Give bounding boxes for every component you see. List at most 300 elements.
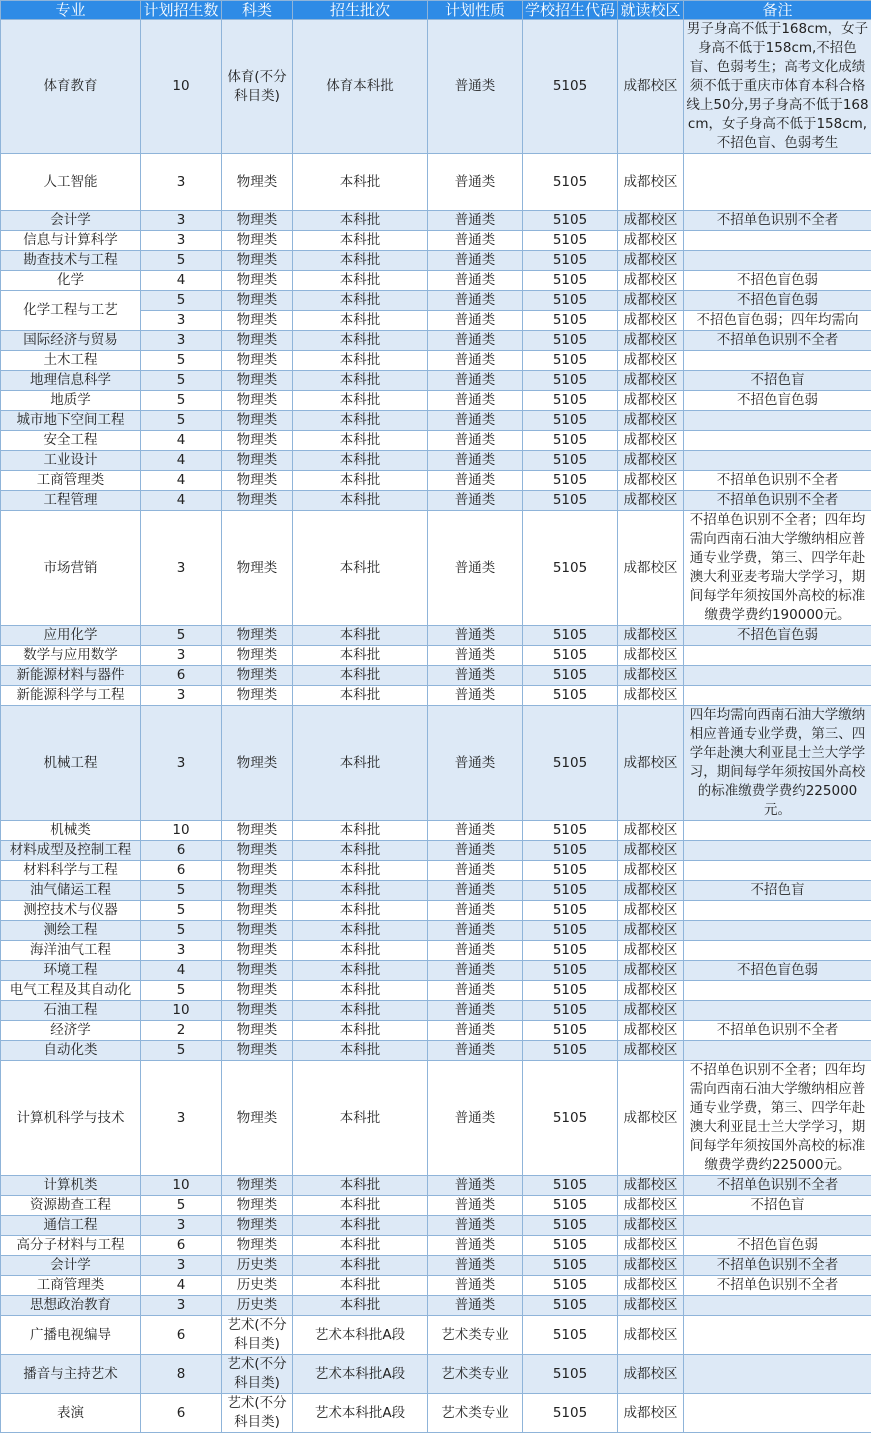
cell-subject: 艺术(不分科目类) [222,1394,293,1433]
cell-subject: 物理类 [222,961,293,981]
cell-major: 应用化学 [1,626,141,646]
cell-code: 5105 [523,881,618,901]
cell-batch: 本科批 [293,1276,428,1296]
cell-remark [684,921,871,941]
cell-nature: 普通类 [428,251,523,271]
cell-batch: 本科批 [293,1176,428,1196]
cell-remark: 男子身高不低于168cm，女子身高不低于158cm,不招色盲、色弱考生；高考文化成绩须不低于重庆市体育本科合格线上50分,男子身高不低于168cm，女子身高不低于158cm,不招色盲、色弱考生 [684,20,871,154]
cell-subject: 物理类 [222,411,293,431]
cell-count: 5 [141,626,222,646]
cell-count: 6 [141,841,222,861]
cell-batch: 本科批 [293,706,428,821]
cell-code: 5105 [523,1061,618,1176]
cell-nature: 普通类 [428,881,523,901]
cell-subject: 物理类 [222,451,293,471]
cell-count: 2 [141,1021,222,1041]
cell-count: 4 [141,961,222,981]
cell-campus: 成都校区 [618,371,684,391]
cell-remark [684,154,871,211]
cell-campus: 成都校区 [618,626,684,646]
cell-nature: 普通类 [428,391,523,411]
table-row [1,331,871,351]
cell-campus: 成都校区 [618,1176,684,1196]
table-row [1,231,871,251]
cell-campus: 成都校区 [618,706,684,821]
cell-count: 3 [141,686,222,706]
cell-code: 5105 [523,666,618,686]
cell-batch: 体育本科批 [293,20,428,154]
cell-campus: 成都校区 [618,1276,684,1296]
cell-remark [684,941,871,961]
cell-campus: 成都校区 [618,1355,684,1394]
cell-major: 信息与计算科学 [1,231,141,251]
cell-campus: 成都校区 [618,511,684,626]
cell-campus: 成都校区 [618,331,684,351]
cell-count: 10 [141,821,222,841]
cell-major: 海洋油气工程 [1,941,141,961]
cell-campus: 成都校区 [618,154,684,211]
cell-nature: 普通类 [428,1256,523,1276]
table-row [1,391,871,411]
cell-subject: 艺术(不分科目类) [222,1316,293,1355]
cell-code: 5105 [523,20,618,154]
cell-major: 机械工程 [1,706,141,821]
cell-subject: 物理类 [222,491,293,511]
cell-batch: 本科批 [293,981,428,1001]
cell-batch: 艺术本科批A段 [293,1316,428,1355]
table-row [1,20,871,154]
table-row [1,1021,871,1041]
table-row [1,821,871,841]
cell-count: 3 [141,211,222,231]
cell-campus: 成都校区 [618,20,684,154]
cell-count: 5 [141,291,222,311]
table-row [1,981,871,1001]
cell-nature: 普通类 [428,291,523,311]
cell-subject: 物理类 [222,646,293,666]
cell-remark [684,431,871,451]
cell-major: 思想政治教育 [1,1296,141,1316]
cell-nature: 普通类 [428,471,523,491]
cell-major: 数学与应用数学 [1,646,141,666]
header-campus: 就读校区 [618,1,684,20]
cell-count: 6 [141,861,222,881]
cell-nature: 普通类 [428,511,523,626]
cell-subject: 物理类 [222,154,293,211]
cell-major: 高分子材料与工程 [1,1236,141,1256]
cell-campus: 成都校区 [618,431,684,451]
table-row [1,351,871,371]
cell-campus: 成都校区 [618,921,684,941]
cell-count: 4 [141,491,222,511]
cell-campus: 成都校区 [618,841,684,861]
cell-campus: 成都校区 [618,271,684,291]
cell-remark [684,646,871,666]
cell-subject: 历史类 [222,1296,293,1316]
cell-major: 通信工程 [1,1216,141,1236]
cell-nature: 普通类 [428,211,523,231]
cell-major: 市场营销 [1,511,141,626]
cell-subject: 物理类 [222,861,293,881]
cell-subject: 物理类 [222,1236,293,1256]
cell-campus: 成都校区 [618,1236,684,1256]
cell-major: 地质学 [1,391,141,411]
cell-count: 3 [141,1061,222,1176]
cell-batch: 本科批 [293,1021,428,1041]
cell-nature: 艺术类专业 [428,1316,523,1355]
cell-code: 5105 [523,1216,618,1236]
cell-batch: 本科批 [293,881,428,901]
cell-code: 5105 [523,251,618,271]
cell-major: 计算机科学与技术 [1,1061,141,1176]
cell-subject: 物理类 [222,311,293,331]
cell-remark: 不招单色识别不全者 [684,211,871,231]
cell-subject: 物理类 [222,391,293,411]
cell-code: 5105 [523,1355,618,1394]
cell-nature: 普通类 [428,1296,523,1316]
table-row [1,1256,871,1276]
cell-campus: 成都校区 [618,1021,684,1041]
table-row [1,861,871,881]
cell-batch: 本科批 [293,211,428,231]
cell-code: 5105 [523,211,618,231]
cell-nature: 普通类 [428,861,523,881]
cell-count: 3 [141,511,222,626]
cell-remark [684,841,871,861]
cell-subject: 物理类 [222,231,293,251]
table-row [1,154,871,211]
cell-major: 环境工程 [1,961,141,981]
cell-subject: 物理类 [222,666,293,686]
cell-major: 体育教育 [1,20,141,154]
cell-remark: 不招色盲色弱 [684,391,871,411]
cell-count: 4 [141,1276,222,1296]
cell-subject: 物理类 [222,981,293,1001]
cell-major: 土木工程 [1,351,141,371]
table-row [1,1001,871,1021]
cell-remark [684,351,871,371]
cell-subject: 历史类 [222,1276,293,1296]
cell-major: 测控技术与仪器 [1,901,141,921]
cell-subject: 物理类 [222,331,293,351]
cell-major: 资源勘查工程 [1,1196,141,1216]
cell-code: 5105 [523,371,618,391]
header-batch: 招生批次 [293,1,428,20]
cell-nature: 普通类 [428,1276,523,1296]
cell-nature: 普通类 [428,981,523,1001]
cell-nature: 普通类 [428,646,523,666]
header-code: 学校招生代码 [523,1,618,20]
table-row [1,1041,871,1061]
cell-nature: 普通类 [428,706,523,821]
cell-count: 4 [141,431,222,451]
cell-code: 5105 [523,451,618,471]
cell-remark: 不招单色识别不全者；四年均需向西南石油大学缴纳相应普通专业学费，第三、四学年赴澳大利亚麦考瑞大学学习，期间每学年须按国外高校的标准缴费学费约190000元。 [684,511,871,626]
table-row [1,1394,871,1433]
cell-campus: 成都校区 [618,901,684,921]
cell-code: 5105 [523,1394,618,1433]
header-remark: 备注 [684,1,871,20]
cell-campus: 成都校区 [618,1394,684,1433]
cell-subject: 物理类 [222,1176,293,1196]
cell-batch: 本科批 [293,431,428,451]
cell-remark: 不招色盲 [684,1196,871,1216]
cell-count: 4 [141,471,222,491]
cell-count: 5 [141,881,222,901]
cell-code: 5105 [523,646,618,666]
cell-remark [684,1001,871,1021]
cell-code: 5105 [523,1176,618,1196]
table-row [1,686,871,706]
cell-code: 5105 [523,626,618,646]
cell-nature: 普通类 [428,271,523,291]
cell-major: 测绘工程 [1,921,141,941]
cell-count: 10 [141,1176,222,1196]
cell-subject: 物理类 [222,626,293,646]
cell-subject: 物理类 [222,706,293,821]
table-row [1,1236,871,1256]
cell-remark [684,1296,871,1316]
cell-campus: 成都校区 [618,291,684,311]
cell-nature: 普通类 [428,921,523,941]
table-row [1,451,871,471]
cell-remark: 不招色盲色弱；四年均需向 [684,311,871,331]
table-row [1,431,871,451]
cell-code: 5105 [523,291,618,311]
cell-count: 5 [141,391,222,411]
cell-count: 5 [141,981,222,1001]
cell-major: 工程管理 [1,491,141,511]
cell-code: 5105 [523,1021,618,1041]
table-row [1,961,871,981]
cell-remark: 不招单色识别不全者 [684,491,871,511]
cell-subject: 体育(不分科目类) [222,20,293,154]
cell-nature: 普通类 [428,1001,523,1021]
cell-campus: 成都校区 [618,1001,684,1021]
table-row [1,211,871,231]
table-row [1,491,871,511]
cell-batch: 本科批 [293,331,428,351]
cell-batch: 本科批 [293,821,428,841]
cell-count: 5 [141,1041,222,1061]
cell-remark [684,666,871,686]
cell-remark [684,821,871,841]
cell-campus: 成都校区 [618,981,684,1001]
cell-batch: 本科批 [293,1296,428,1316]
cell-campus: 成都校区 [618,941,684,961]
cell-remark: 不招单色识别不全者 [684,1021,871,1041]
cell-count: 5 [141,411,222,431]
cell-code: 5105 [523,706,618,821]
cell-campus: 成都校区 [618,1256,684,1276]
cell-code: 5105 [523,1041,618,1061]
cell-subject: 物理类 [222,1021,293,1041]
table-row [1,291,871,311]
table-row [1,1216,871,1236]
header-row [1,1,871,20]
table-row [1,1355,871,1394]
cell-count: 3 [141,154,222,211]
table-row [1,1276,871,1296]
table-row [1,921,871,941]
cell-major: 油气储运工程 [1,881,141,901]
cell-major: 工商管理类 [1,1276,141,1296]
cell-remark [684,1316,871,1355]
table-row [1,511,871,626]
cell-major: 计算机类 [1,1176,141,1196]
cell-major: 国际经济与贸易 [1,331,141,351]
cell-campus: 成都校区 [618,646,684,666]
cell-batch: 本科批 [293,1256,428,1276]
cell-nature: 普通类 [428,311,523,331]
cell-campus: 成都校区 [618,961,684,981]
cell-code: 5105 [523,154,618,211]
cell-major: 化学工程与工艺 [1,291,141,331]
cell-remark: 不招单色识别不全者 [684,1176,871,1196]
cell-subject: 物理类 [222,686,293,706]
cell-nature: 普通类 [428,666,523,686]
cell-batch: 本科批 [293,901,428,921]
cell-remark [684,451,871,471]
cell-code: 5105 [523,921,618,941]
cell-remark: 四年均需向西南石油大学缴纳相应普通专业学费，第三、四学年赴澳大利亚昆士兰大学学习，期间每学年须按国外高校的标准缴费学费约225000元。 [684,706,871,821]
cell-campus: 成都校区 [618,881,684,901]
cell-batch: 本科批 [293,231,428,251]
cell-batch: 本科批 [293,941,428,961]
cell-count: 4 [141,271,222,291]
cell-batch: 本科批 [293,251,428,271]
cell-count: 5 [141,251,222,271]
cell-remark [684,1394,871,1433]
cell-subject: 物理类 [222,821,293,841]
cell-subject: 物理类 [222,1041,293,1061]
cell-code: 5105 [523,331,618,351]
cell-remark [684,901,871,921]
cell-nature: 普通类 [428,1021,523,1041]
cell-campus: 成都校区 [618,391,684,411]
cell-code: 5105 [523,1256,618,1276]
cell-remark: 不招色盲色弱 [684,271,871,291]
table-row [1,941,871,961]
cell-major: 人工智能 [1,154,141,211]
cell-code: 5105 [523,941,618,961]
cell-batch: 艺术本科批A段 [293,1394,428,1433]
cell-code: 5105 [523,686,618,706]
table-row [1,471,871,491]
cell-subject: 物理类 [222,901,293,921]
cell-remark: 不招色盲 [684,881,871,901]
table-row [1,271,871,291]
cell-subject: 物理类 [222,471,293,491]
cell-batch: 本科批 [293,1041,428,1061]
cell-nature: 普通类 [428,961,523,981]
cell-batch: 本科批 [293,451,428,471]
cell-code: 5105 [523,861,618,881]
table-row [1,1196,871,1216]
cell-nature: 普通类 [428,154,523,211]
cell-code: 5105 [523,961,618,981]
cell-batch: 本科批 [293,154,428,211]
cell-nature: 普通类 [428,1041,523,1061]
cell-subject: 物理类 [222,921,293,941]
cell-nature: 普通类 [428,491,523,511]
cell-nature: 艺术类专业 [428,1394,523,1433]
cell-major: 自动化类 [1,1041,141,1061]
table-row [1,1176,871,1196]
cell-batch: 本科批 [293,471,428,491]
cell-campus: 成都校区 [618,451,684,471]
cell-major: 地理信息科学 [1,371,141,391]
cell-code: 5105 [523,841,618,861]
cell-nature: 普通类 [428,411,523,431]
cell-nature: 普通类 [428,351,523,371]
cell-major: 会计学 [1,1256,141,1276]
cell-count: 3 [141,311,222,331]
cell-count: 6 [141,1236,222,1256]
table-row [1,411,871,431]
cell-code: 5105 [523,1001,618,1021]
cell-remark: 不招色盲色弱 [684,1236,871,1256]
cell-subject: 物理类 [222,371,293,391]
cell-subject: 物理类 [222,251,293,271]
table-body [1,20,871,1433]
cell-count: 3 [141,646,222,666]
cell-major: 工业设计 [1,451,141,471]
cell-remark [684,411,871,431]
cell-count: 5 [141,1196,222,1216]
cell-campus: 成都校区 [618,251,684,271]
header-major: 专业 [1,1,141,20]
cell-nature: 普通类 [428,1196,523,1216]
cell-count: 10 [141,1001,222,1021]
cell-batch: 本科批 [293,511,428,626]
cell-batch: 本科批 [293,1236,428,1256]
cell-remark [684,861,871,881]
cell-batch: 本科批 [293,921,428,941]
cell-subject: 物理类 [222,211,293,231]
cell-major: 电气工程及其自动化 [1,981,141,1001]
cell-major: 新能源科学与工程 [1,686,141,706]
cell-nature: 普通类 [428,331,523,351]
cell-batch: 本科批 [293,666,428,686]
cell-remark [684,686,871,706]
cell-major: 会计学 [1,211,141,231]
cell-remark: 不招色盲色弱 [684,291,871,311]
cell-remark [684,981,871,1001]
table-row [1,646,871,666]
cell-campus: 成都校区 [618,1196,684,1216]
cell-remark: 不招单色识别不全者 [684,331,871,351]
cell-major: 勘查技术与工程 [1,251,141,271]
cell-code: 5105 [523,1196,618,1216]
cell-code: 5105 [523,311,618,331]
cell-batch: 本科批 [293,491,428,511]
cell-count: 6 [141,1394,222,1433]
cell-batch: 本科批 [293,646,428,666]
cell-remark: 不招单色识别不全者 [684,1276,871,1296]
cell-nature: 普通类 [428,841,523,861]
cell-code: 5105 [523,391,618,411]
cell-count: 3 [141,331,222,351]
table-row [1,841,871,861]
table-row [1,666,871,686]
cell-nature: 普通类 [428,1061,523,1176]
cell-subject: 物理类 [222,1216,293,1236]
cell-major: 广播电视编导 [1,1316,141,1355]
cell-nature: 普通类 [428,1236,523,1256]
cell-code: 5105 [523,1296,618,1316]
cell-count: 8 [141,1355,222,1394]
